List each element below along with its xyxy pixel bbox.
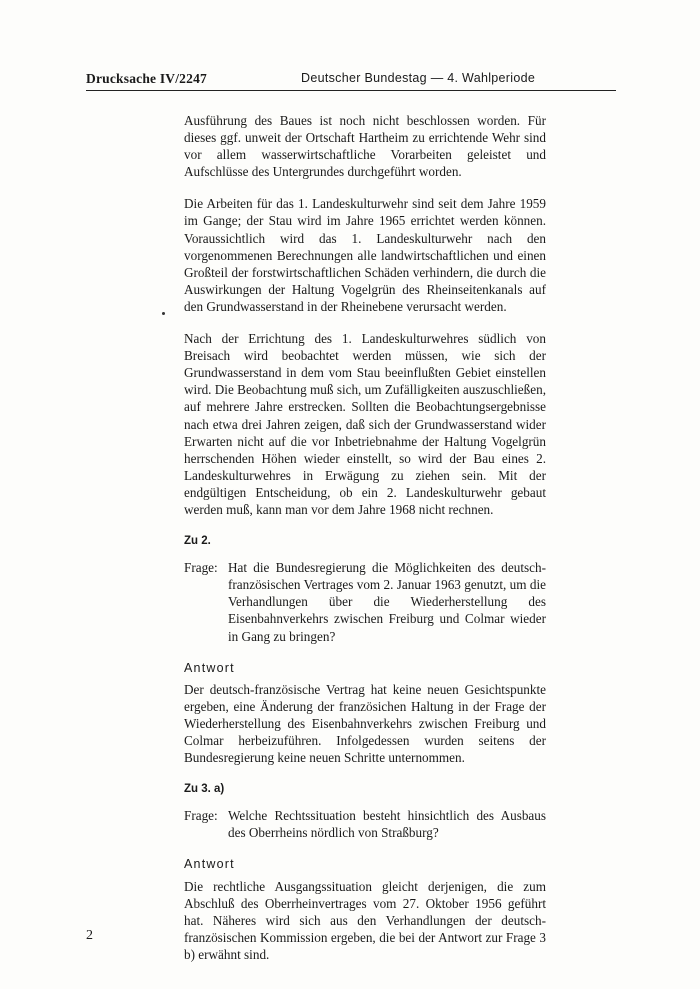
question-text: Hat die Bundesregierung die Möglichkeiten des deutsch-französischen Vertrages vom 2. Januar 1963 genutzt, um die Verhandlungen über die Wiederherstellung des Eisenbahnverkehrs zwischen Freiburg und Colmar wieder in Gang zu bringen? bbox=[228, 560, 546, 644]
question-label: Frage: bbox=[184, 808, 218, 824]
answer-3a: Die rechtliche Ausgangssituation gleicht derjenigen, die zum Abschluß des Oberrheinvertrages vom 27. Oktober 1956 geführt hat. Näheres wird sich aus den Verhandlungen der deutsch-französischen Kommission ergeben, die bei der Antwort zur Frage 3 b) erwähnt sind. bbox=[184, 878, 546, 962]
running-header bbox=[86, 68, 616, 91]
page-number: 2 bbox=[86, 928, 93, 943]
question-2 bbox=[184, 559, 546, 644]
paragraph-3: Nach der Errichtung des 1. Landeskulturwehres südlich von Breisach wird beobachtet werden müssen, wie sich der Grundwasserstand in dem vom Stau beeinflußten Gebiet einstellen wird. Die Beobachtung muß sich, um Zufälligkeiten auszuschließen, auf mehrere Jahre erstrecken. Sollten die Beobachtungsergebnisse nach etwa drei Jahren zeigen, daß sich der Grundwasserstand wider Erwarten nicht auf die vor Inbetriebnahme der Haltung Vogelgrün herrschenden Höhen wieder einstellt, so wird der Bau eines 2. Landeskulturwehres in Erwägung zu ziehen sein. Mit der endgültigen Entscheidung, ob ein 2. Landeskulturwehr gebaut werden muß, kann man vor dem Jahre 1968 nicht rechnen. bbox=[184, 331, 546, 517]
answer-2: Der deutsch-französische Vertrag hat keine neuen Gesichtspunkte ergeben, eine Änderung der französichen Haltung in der Frage der Wiederherstellung des Eisenbahnverkehrs zwischen Freiburg und Colmar herbeizuführen. Infolgedessen wurden seitens der Bundesregierung keine neuen Schritte unternommen. bbox=[184, 681, 546, 766]
section-heading-zu-3a: Zu 3. a) bbox=[184, 783, 225, 796]
answer-label: Antwort bbox=[184, 660, 235, 675]
answer-label: Antwort bbox=[184, 857, 235, 872]
question-text: Welche Rechtssituation besteht hinsichtlich des Ausbaus des Oberrheins nördlich von Straßburg? bbox=[228, 808, 546, 841]
question-3a bbox=[184, 807, 546, 841]
question-label: Frage: bbox=[184, 560, 218, 576]
section-heading-zu-2: Zu 2. bbox=[184, 535, 211, 548]
stray-mark bbox=[162, 312, 165, 315]
document-number: Drucksache IV/2247 bbox=[86, 71, 207, 86]
paragraph-1: Ausführung des Baues ist noch nicht beschlossen worden. Für dieses ggf. unweit der Ortschaft Hartheim zu errichtende Wehr sind vor allem wasserwirtschaftliche Vorarbeiten geleistet und Aufschlüsse des Untergrundes durchgeführt worden. bbox=[184, 113, 546, 180]
paragraph-2: Die Arbeiten für das 1. Landeskulturwehr sind seit dem Jahre 1959 im Gange; der Stau wird im Jahre 1965 errichtet werden können. Voraussichtlich wird das 1. Landeskulturwehr nach den vorgenommenen Berechnungen alle landwirtschaftlichen und einen Großteil der forstwirtschaftlichen Schäden verhindern, die durch die Auswirkungen der Haltung Vogelgrün des Rheinseitenkanals auf den Grundwasserstand in der Rheinebene verursacht werden. bbox=[184, 196, 546, 314]
text-column bbox=[184, 112, 546, 978]
periodical-title: Deutscher Bundestag — 4. Wahlperiode bbox=[301, 71, 536, 85]
